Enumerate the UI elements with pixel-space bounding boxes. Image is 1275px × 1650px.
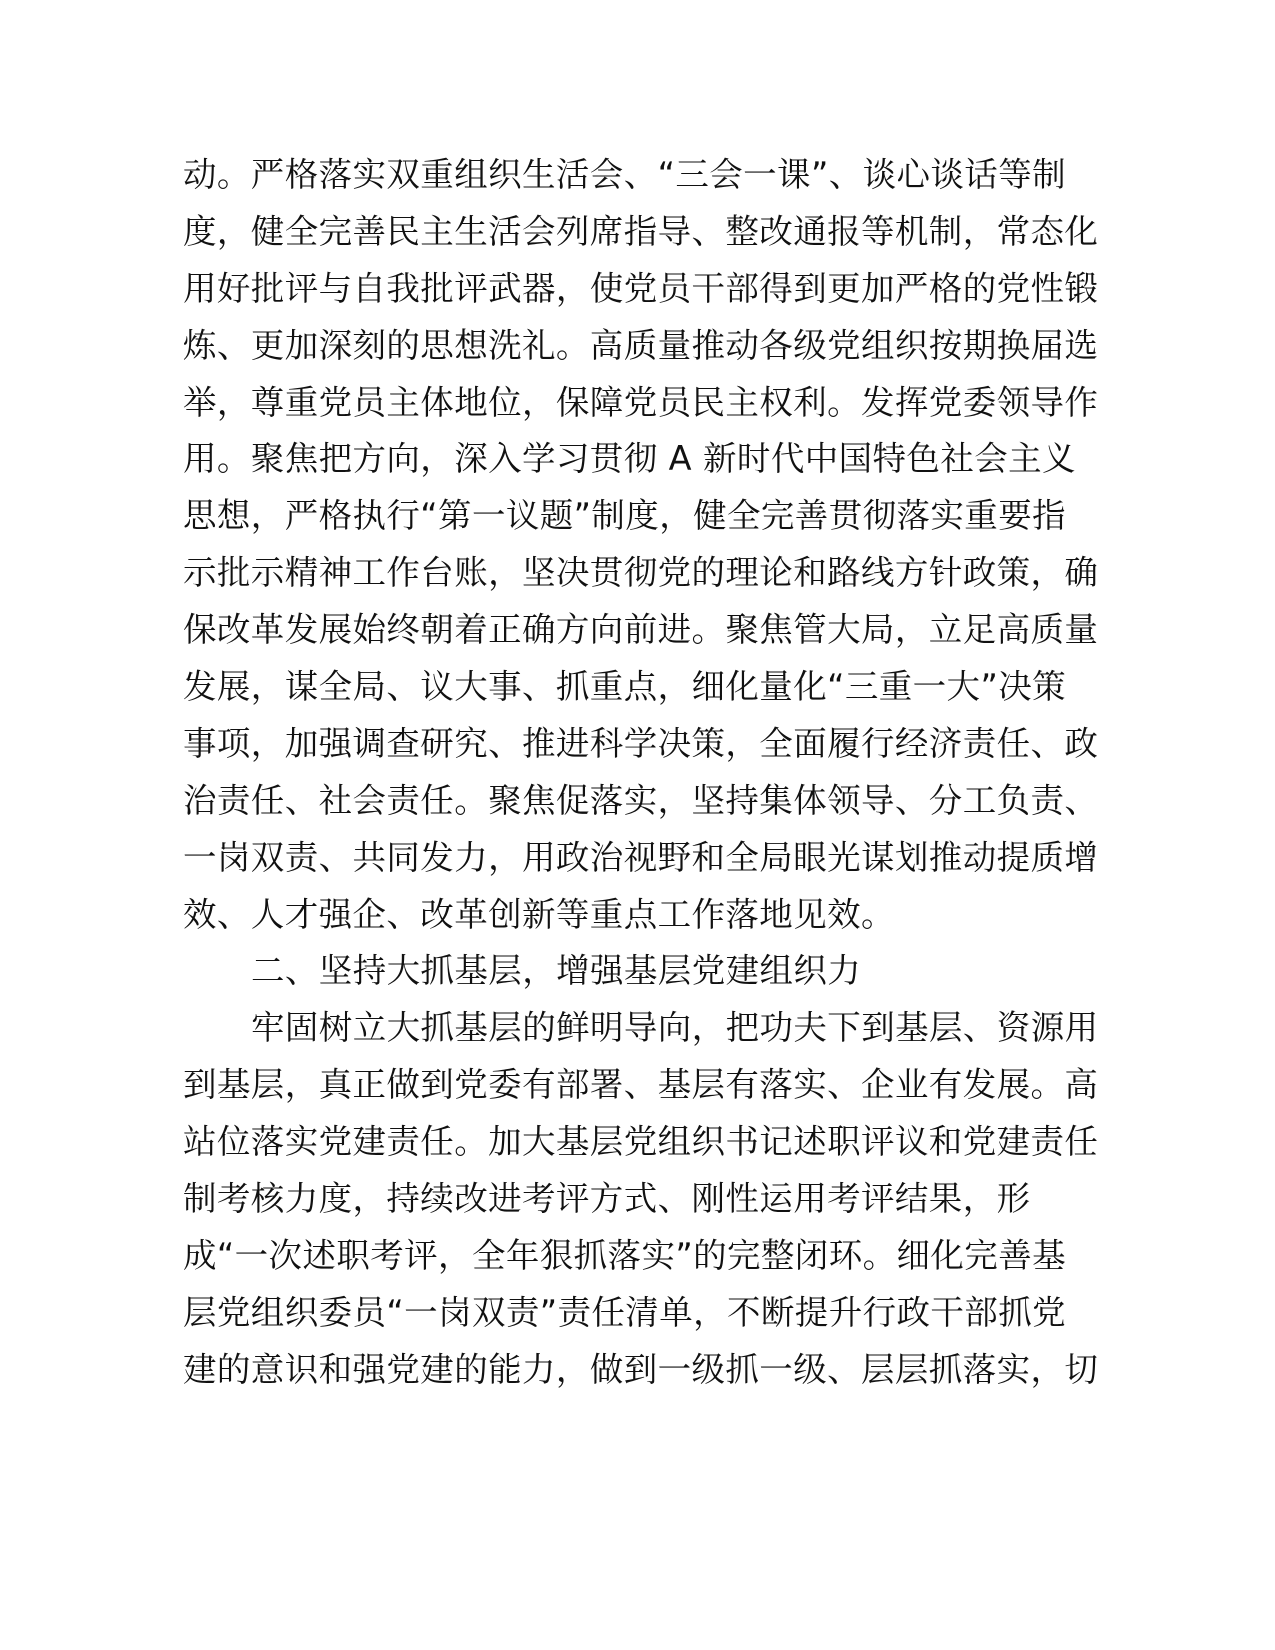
paragraph-line: 到基层，真正做到党委有部署、基层有落实、企业有发展。高 bbox=[183, 1065, 1099, 1105]
paragraph-line: 事项，加强调查研究、推进科学决策，全面履行经济责任、政 bbox=[183, 723, 1099, 763]
paragraph-line: 层党组织委员“一岗双责”责任清单，不断提升行政干部抓党 bbox=[183, 1292, 1067, 1332]
paragraph-line: 示批示精神工作台账，坚决贯彻党的理论和路线方针政策，确 bbox=[183, 553, 1099, 593]
paragraph-line: 思想，严格执行“第一议题”制度，健全完善贯彻落实重要指 bbox=[183, 496, 1067, 536]
paragraph-line: 发展，谋全局、议大事、抓重点，细化量化“三重一大”决策 bbox=[183, 667, 1067, 707]
paragraph-line: 一岗双责、共同发力，用政治视野和全局眼光谋划推动提质增 bbox=[183, 837, 1099, 877]
paragraph-line: 举，尊重党员主体地位，保障党员民主权利。发挥党委领导作 bbox=[183, 382, 1099, 422]
paragraph-line: 效、人才强企、改革创新等重点工作落地见效。 bbox=[183, 894, 895, 934]
paragraph-line: 治责任、社会责任。聚焦促落实，坚持集体领导、分工负责、 bbox=[183, 780, 1099, 820]
paragraph-line: 站位落实党建责任。加大基层党组织书记述职评议和党建责任 bbox=[183, 1122, 1099, 1162]
paragraph-line: 制考核力度，持续改进考评方式、刚性运用考评结果，形 bbox=[183, 1179, 1031, 1219]
paragraph-line: 保改革发展始终朝着正确方向前进。聚焦管大局，立足高质量 bbox=[183, 610, 1099, 650]
paragraph-line: 动。严格落实双重组织生活会、“三会一课”、谈心谈话等制 bbox=[183, 155, 1067, 194]
document-body bbox=[183, 147, 1099, 1399]
paragraph-line: 用。聚焦把方向，深入学习贯彻 A 新时代中国特色社会主义 bbox=[183, 439, 1076, 479]
paragraph-line: 度，健全完善民主生活会列席指导、整改通报等机制，常态化 bbox=[183, 211, 1099, 251]
paragraph-line: 炼、更加深刻的思想洗礼。高质量推动各级党组织按期换届选 bbox=[183, 325, 1099, 365]
section-heading: 二、坚持大抓基层，增强基层党建组织力 bbox=[251, 951, 862, 991]
paragraph-line: 成“一次述职考评，全年狠抓落实”的完整闭环。细化完善基 bbox=[183, 1235, 1067, 1275]
paragraph-line: 牢固树立大抓基层的鲜明导向，把功夫下到基层、资源用 bbox=[251, 1008, 1099, 1048]
paragraph-line: 用好批评与自我批评武器，使党员干部得到更加严格的党性锻 bbox=[183, 268, 1099, 308]
paragraph-line: 建的意识和强党建的能力，做到一级抓一级、层层抓落实，切 bbox=[183, 1349, 1099, 1389]
